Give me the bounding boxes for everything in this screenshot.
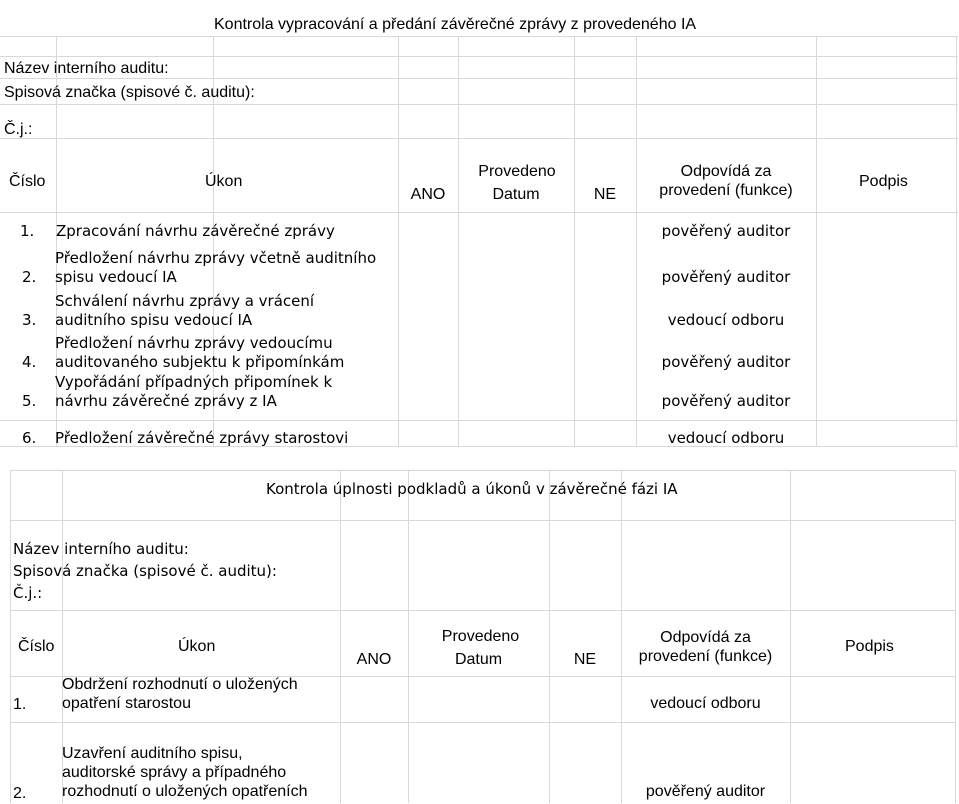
s1-row-3-action-line-1: Schválení návrhu zprávy a vrácení: [55, 292, 315, 310]
s1-header-responsible-2: provedení (funkce): [659, 182, 793, 199]
s2-header-no: NE: [573, 651, 597, 668]
s1-row-1-number: 1.: [20, 222, 35, 240]
s2-header-done: Provedeno: [441, 628, 520, 645]
s1-row-5-action-line-2: návrhu závěrečné zprávy z IA: [55, 392, 277, 410]
s1-row-3-action-line-2: auditního spisu vedoucí IA: [55, 311, 253, 329]
s2-header-yes: ANO: [356, 651, 392, 668]
s1-header-number: Číslo: [9, 173, 46, 190]
s1-row-4-responsible: pověřený auditor: [661, 353, 791, 371]
section2-ref-label: Č.j.:: [13, 584, 43, 602]
s1-row-6-action: Předložení závěrečné zprávy starostovi: [55, 429, 349, 447]
s2-row-1-action-line-1: Obdržení rozhodnutí o uložených: [62, 676, 298, 693]
s1-row-2-responsible: pověřený auditor: [661, 268, 791, 286]
s1-header-action: Úkon: [205, 173, 243, 190]
s2-row-2-responsible: pověřený auditor: [645, 783, 766, 800]
s2-row-2-action-line-3: rozhodnutí o uložených opatřeních: [62, 783, 308, 800]
s1-header-yes: ANO: [410, 186, 446, 203]
s1-row-3-number: 3.: [22, 311, 37, 329]
s1-row-5-responsible: pověřený auditor: [661, 392, 791, 410]
s2-row-1-action-line-2: opatření starostou: [62, 695, 191, 712]
s2-row-2-number: 2.: [13, 785, 27, 802]
s1-row-1-action: Zpracování návrhu závěrečné zprávy: [56, 222, 335, 240]
s1-row-4-action-line-1: Předložení návrhu zprávy vedoucímu: [55, 334, 333, 352]
s1-row-1-responsible: pověřený auditor: [661, 222, 791, 240]
s2-row-2-action-line-1: Uzavření auditního spisu,: [62, 745, 243, 762]
s1-row-6-responsible: vedoucí odboru: [667, 429, 785, 447]
s2-row-1-responsible: vedoucí odboru: [650, 695, 761, 712]
s2-row-2-action-line-2: auditorské správy a případného: [62, 764, 287, 781]
section1-title: Kontrola vypracování a předání závěrečné zprávy z provedeného IA: [214, 16, 697, 33]
s1-header-responsible: Odpovídá za: [680, 163, 772, 180]
s1-row-5-action-line-1: Vypořádání případných připomínek k: [55, 373, 333, 391]
s1-row-4-number: 4.: [22, 353, 37, 371]
s1-row-2-number: 2.: [22, 268, 37, 286]
s1-row-2-action-line-2: spisu vedoucí IA: [55, 268, 177, 286]
s2-header-date: Datum: [454, 651, 503, 668]
s2-row-1-number: 1.: [13, 696, 27, 713]
section2-audit-name-label: Název interního auditu:: [13, 540, 189, 558]
s1-row-3-responsible: vedoucí odboru: [667, 311, 785, 329]
s2-header-responsible-2: provedení (funkce): [638, 648, 773, 665]
s1-header-done: Provedeno: [478, 163, 556, 180]
section1-file-mark-label: Spisová značka (spisové č. auditu):: [4, 84, 255, 101]
s2-header-number: Číslo: [18, 638, 55, 655]
s2-header-signature: Podpis: [845, 638, 894, 655]
s1-header-date: Datum: [492, 186, 540, 203]
section1-ref-label: Č.j.:: [4, 121, 33, 138]
s1-row-5-number: 5.: [22, 392, 37, 410]
s2-header-responsible: Odpovídá za: [660, 629, 751, 646]
s1-header-no: NE: [593, 186, 617, 203]
s1-row-4-action-line-2: auditovaného subjektu k připomínkám: [55, 353, 345, 371]
section2-title: Kontrola úplnosti podkladů a úkonů v závěrečné fázi IA: [266, 480, 678, 498]
s1-row-6-number: 6.: [22, 429, 37, 447]
section2-file-mark-label: Spisová značka (spisové č. auditu):: [13, 562, 277, 580]
section1-audit-name-label: Název interního auditu:: [4, 60, 169, 77]
s2-header-action: Úkon: [178, 638, 216, 655]
s1-header-signature: Podpis: [859, 173, 908, 190]
s1-row-2-action-line-1: Předložení návrhu zprávy včetně auditního: [55, 249, 377, 267]
